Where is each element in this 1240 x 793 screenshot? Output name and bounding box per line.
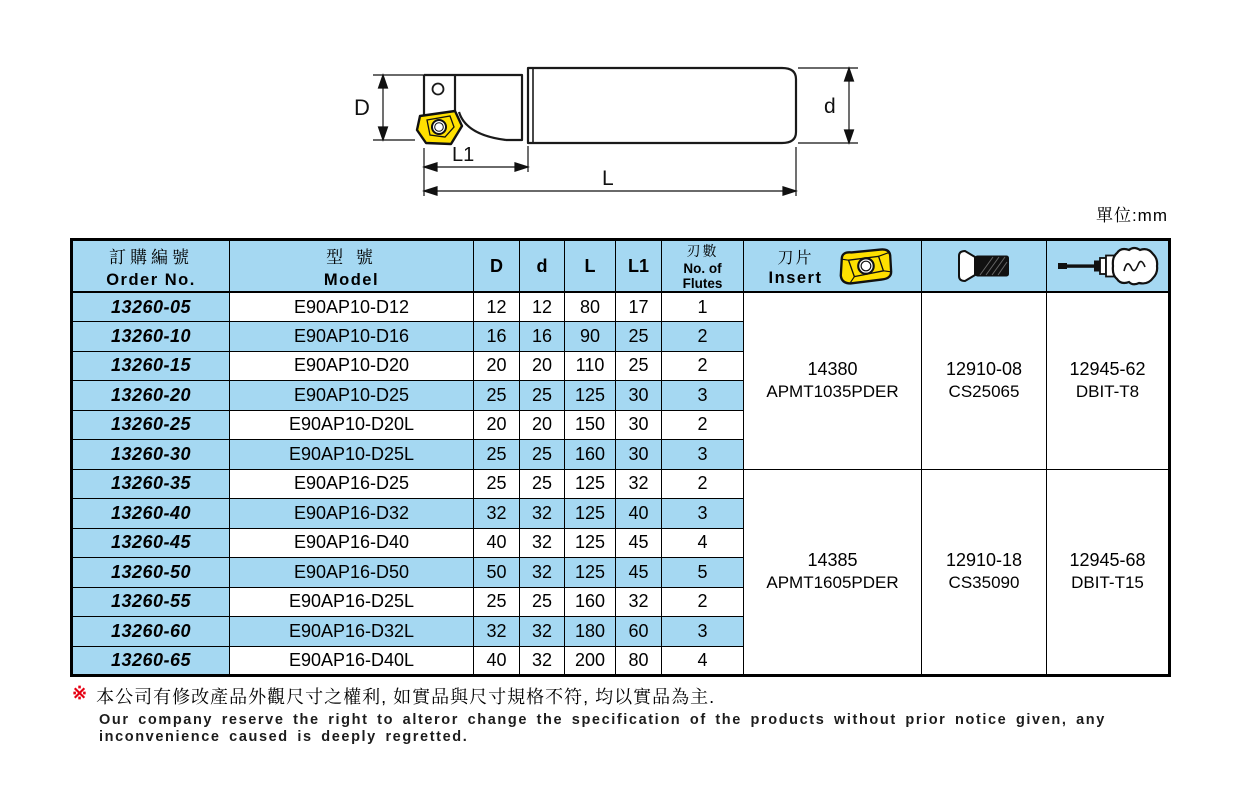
flutes-cell: 2 — [662, 410, 744, 440]
dim-L-cell: 160 — [565, 440, 616, 470]
dim-L-cell: 125 — [565, 381, 616, 411]
order-no-cell: 13260-30 — [72, 440, 230, 470]
dim-D-cell: 25 — [474, 440, 520, 470]
clamp-screw-icon — [922, 249, 1046, 283]
order-no-cell: 13260-50 — [72, 558, 230, 588]
header-d-label: d — [536, 255, 548, 276]
model-cell: E90AP16-D25 — [230, 469, 474, 499]
dim-D-cell: 40 — [474, 646, 520, 676]
tool-outline — [424, 68, 796, 143]
dim-D-cell: 20 — [474, 351, 520, 381]
model-cell: E90AP10-D20 — [230, 351, 474, 381]
flutes-cell: 2 — [662, 587, 744, 617]
order-no-cell: 13260-20 — [72, 381, 230, 411]
dim-d-cell: 32 — [520, 646, 565, 676]
dim-D-cell: 16 — [474, 322, 520, 352]
footnote-en-line1: Our company reserve the right to alteror change the specification of the products without prior notice given, any — [99, 712, 1106, 728]
dim-label-L1: L1 — [452, 144, 475, 166]
screw-model: CS35090 — [948, 573, 1020, 593]
dim-D-cell: 40 — [474, 528, 520, 558]
dim-D-cell: 20 — [474, 410, 520, 440]
dim-L-cell: 160 — [565, 587, 616, 617]
screw-group-cell — [922, 292, 1047, 469]
header-model-zh: 型 號 — [326, 247, 377, 267]
insert-on-tool — [417, 111, 462, 144]
header-flutes-en2: Flutes — [682, 276, 723, 292]
unit-label: 單位:mm — [1095, 206, 1168, 225]
dim-L1-cell: 25 — [616, 322, 662, 352]
order-no-cell: 13260-45 — [72, 528, 230, 558]
dim-D-cell: 25 — [474, 469, 520, 499]
driver-group-cell — [1047, 469, 1170, 676]
order-no-cell: 13260-35 — [72, 469, 230, 499]
model-cell: E90AP10-D25L — [230, 440, 474, 470]
dim-L1-cell: 30 — [616, 440, 662, 470]
header-flutes — [662, 240, 744, 293]
dim-d-cell: 12 — [520, 292, 565, 322]
tool-technical-drawing — [340, 35, 880, 210]
order-no-cell: 13260-60 — [72, 617, 230, 647]
dim-L-cell: 90 — [565, 322, 616, 352]
order-no-cell: 13260-40 — [72, 499, 230, 529]
header-driver — [1047, 240, 1170, 293]
model-cell: E90AP16-D40L — [230, 646, 474, 676]
insert-part-no: 14385 — [807, 550, 858, 571]
header-insert-en: Insert — [768, 268, 823, 287]
dim-L1-cell: 32 — [616, 587, 662, 617]
driver-part-no: 12945-62 — [1069, 359, 1146, 380]
dim-L-cell: 200 — [565, 646, 616, 676]
dim-D-cell: 32 — [474, 499, 520, 529]
screw-model: CS25065 — [948, 382, 1020, 402]
order-no-cell: 13260-15 — [72, 351, 230, 381]
header-L-label: L — [584, 255, 596, 276]
flutes-cell: 3 — [662, 440, 744, 470]
header-flutes-en1: No. of — [683, 261, 722, 276]
header-model-en: Model — [323, 270, 380, 289]
header-screw — [922, 240, 1047, 293]
driver-part-no: 12945-68 — [1069, 550, 1146, 571]
flutes-cell: 3 — [662, 499, 744, 529]
dim-L-cell: 125 — [565, 499, 616, 529]
dim-d-cell: 16 — [520, 322, 565, 352]
header-order-zh: 訂購編號 — [109, 247, 193, 267]
flutes-cell: 2 — [662, 322, 744, 352]
insert-model: APMT1605PDER — [766, 573, 899, 593]
dim-D-cell: 32 — [474, 617, 520, 647]
footnote-en-line2: inconvenience caused is deeply regretted. — [99, 729, 469, 745]
model-cell: E90AP10-D25 — [230, 381, 474, 411]
dim-D-cell: 12 — [474, 292, 520, 322]
header-L1-label: L1 — [627, 255, 649, 276]
table-row — [72, 292, 1170, 322]
driver-model: DBIT-T15 — [1071, 573, 1144, 593]
dim-d-cell: 20 — [520, 410, 565, 440]
milling-insert-icon — [834, 246, 896, 286]
model-cell: E90AP16-D40 — [230, 528, 474, 558]
dim-d-cell: 20 — [520, 351, 565, 381]
footnote-zh-text: 本公司有修改產品外觀尺寸之權利, 如實品與尺寸規格不符, 均以實品為主. — [96, 687, 716, 707]
dim-L-cell: 125 — [565, 558, 616, 588]
insert-model: APMT1035PDER — [766, 382, 899, 402]
header-L — [565, 240, 616, 293]
model-cell: E90AP16-D50 — [230, 558, 474, 588]
driver-group-cell — [1047, 292, 1170, 469]
header-row — [72, 240, 1170, 293]
model-cell: E90AP16-D32 — [230, 499, 474, 529]
model-cell: E90AP16-D25L — [230, 587, 474, 617]
flutes-cell: 5 — [662, 558, 744, 588]
footnote — [72, 683, 1232, 745]
flutes-cell: 1 — [662, 292, 744, 322]
dim-d-cell: 32 — [520, 558, 565, 588]
order-no-cell: 13260-65 — [72, 646, 230, 676]
screw-part-no: 12910-08 — [945, 359, 1023, 380]
header-insert — [744, 240, 922, 293]
flutes-cell: 2 — [662, 469, 744, 499]
screw-part-no: 12910-18 — [945, 550, 1023, 571]
dim-L-cell: 180 — [565, 617, 616, 647]
dim-d-cell: 32 — [520, 617, 565, 647]
dim-d-cell: 25 — [520, 440, 565, 470]
dim-L1-cell: 30 — [616, 410, 662, 440]
table-row — [72, 469, 1170, 499]
header-model — [230, 240, 474, 293]
dim-d-cell: 25 — [520, 381, 565, 411]
dim-D-cell: 50 — [474, 558, 520, 588]
dim-d-cell: 25 — [520, 587, 565, 617]
header-d — [520, 240, 565, 293]
spec-table — [70, 238, 1171, 677]
dim-D-cell: 25 — [474, 381, 520, 411]
screw-group-cell — [922, 469, 1047, 676]
flutes-cell: 3 — [662, 381, 744, 411]
model-cell: E90AP16-D32L — [230, 617, 474, 647]
dim-L1-cell: 17 — [616, 292, 662, 322]
driver-model: DBIT-T8 — [1075, 382, 1140, 402]
model-cell: E90AP10-D12 — [230, 292, 474, 322]
order-no-cell: 13260-55 — [72, 587, 230, 617]
torx-driver-icon — [1047, 246, 1168, 286]
dim-label-d: d — [824, 95, 836, 118]
model-cell: E90AP10-D16 — [230, 322, 474, 352]
flutes-cell: 2 — [662, 351, 744, 381]
dim-L1-cell: 60 — [616, 617, 662, 647]
dim-label-D: D — [354, 95, 370, 120]
dim-D-cell: 25 — [474, 587, 520, 617]
dim-L1-cell: 30 — [616, 381, 662, 411]
dim-L1-cell: 45 — [616, 558, 662, 588]
dim-d-cell: 25 — [520, 469, 565, 499]
flutes-cell: 3 — [662, 617, 744, 647]
header-order-no — [72, 240, 230, 293]
dim-L-cell: 125 — [565, 528, 616, 558]
dim-d-cell: 32 — [520, 499, 565, 529]
dim-L1-cell: 45 — [616, 528, 662, 558]
dim-L-cell: 150 — [565, 410, 616, 440]
header-D-label: D — [490, 255, 503, 276]
flutes-cell: 4 — [662, 528, 744, 558]
insert-group-cell — [744, 292, 922, 469]
dim-label-L: L — [602, 167, 614, 190]
header-L1 — [616, 240, 662, 293]
order-no-cell: 13260-25 — [72, 410, 230, 440]
flutes-cell: 4 — [662, 646, 744, 676]
header-order-en: Order No. — [106, 270, 196, 289]
dim-L-cell: 80 — [565, 292, 616, 322]
dim-L-cell: 110 — [565, 351, 616, 381]
model-cell: E90AP10-D20L — [230, 410, 474, 440]
header-flutes-zh: 刃數 — [686, 243, 719, 259]
dim-L1-cell: 25 — [616, 351, 662, 381]
insert-part-no: 14380 — [807, 359, 858, 380]
dim-L1-cell: 40 — [616, 499, 662, 529]
dim-L1-cell: 32 — [616, 469, 662, 499]
dim-L1-cell: 80 — [616, 646, 662, 676]
insert-group-cell — [744, 469, 922, 676]
dim-L-cell: 125 — [565, 469, 616, 499]
dim-d-cell: 32 — [520, 528, 565, 558]
footnote-marker: ※ — [72, 683, 89, 703]
header-D — [474, 240, 520, 293]
order-no-cell: 13260-10 — [72, 322, 230, 352]
header-insert-zh: 刀片 — [777, 249, 814, 267]
order-no-cell: 13260-05 — [72, 292, 230, 322]
